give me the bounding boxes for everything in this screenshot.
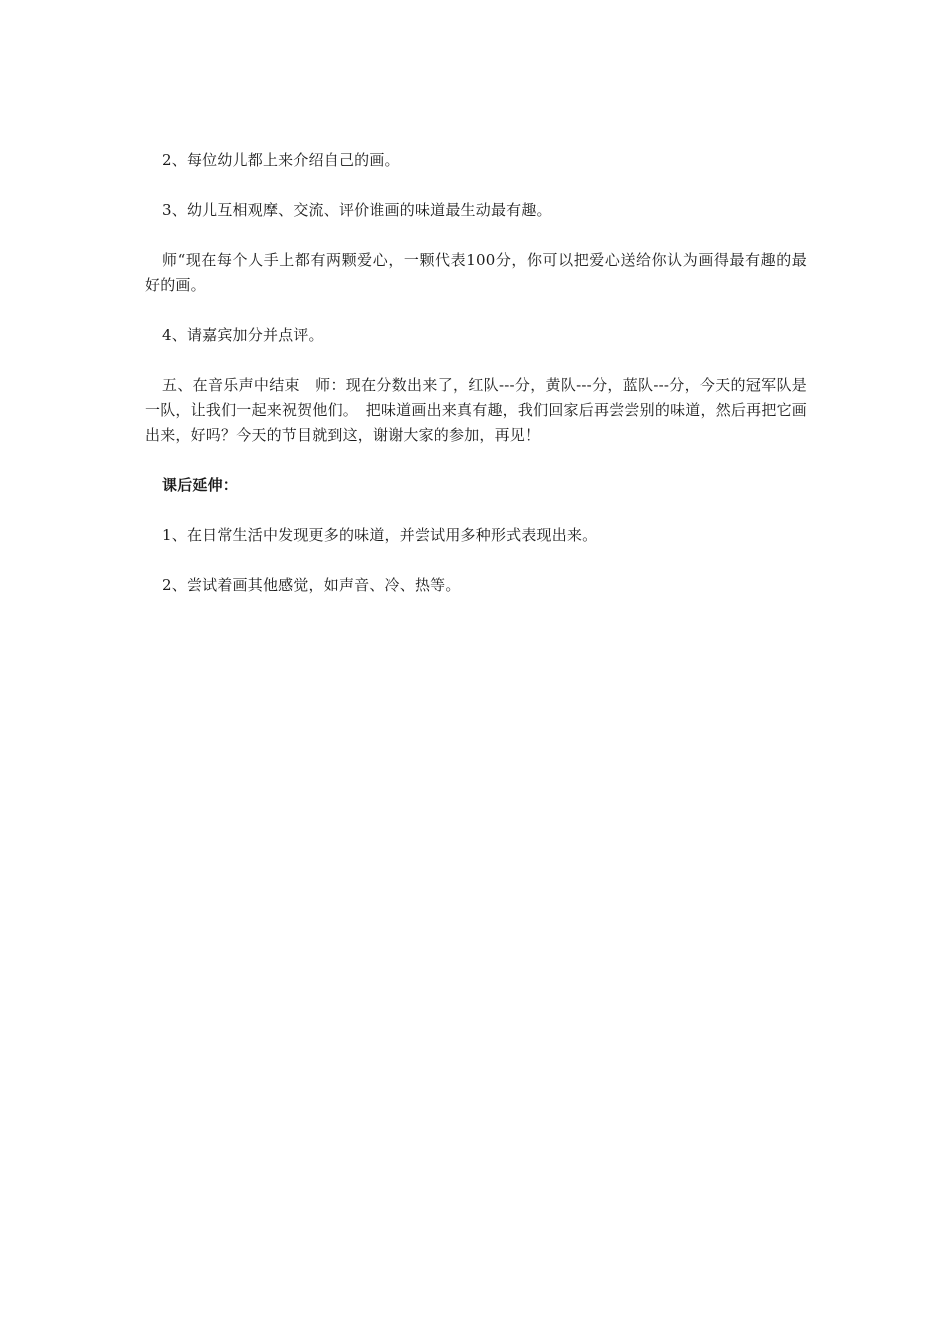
paragraph-peer-review: 3、幼儿互相观摩、交流、评价谁画的味道最生动最有趣。 bbox=[162, 201, 552, 219]
extension-item-1: 1、在日常生活中发现更多的味道，并尝试用多种形式表现出来。 bbox=[162, 526, 598, 544]
extension-heading: 课后延伸： bbox=[162, 476, 239, 494]
extension-item-2: 2、尝试着画其他感觉，如声音、冷、热等。 bbox=[162, 576, 461, 594]
paragraph-intro-own-drawing: 2、每位幼儿都上来介绍自己的画。 bbox=[162, 151, 400, 169]
paragraph-closing: 五、在音乐声中结束 师：现在分数出来了，红队---分，黄队---分，蓝队---分，今天的冠军队是一队，让我们一起来祝贺他们。 把味道画出来真有趣，我们回家后再尝尝别的味道，然后再把它画出来，好吗？今天的节目就到这，谢谢大家的参加，再见！ bbox=[145, 376, 807, 444]
document-page bbox=[145, 148, 807, 623]
paragraph-love-heart-voting: 师“现在每个人手上都有两颗爱心，一颗代表100分，你可以把爱心送给你认为画得最有趣的最好的画。 bbox=[145, 251, 807, 294]
paragraph-guest-scoring: 4、请嘉宾加分并点评。 bbox=[162, 326, 324, 344]
